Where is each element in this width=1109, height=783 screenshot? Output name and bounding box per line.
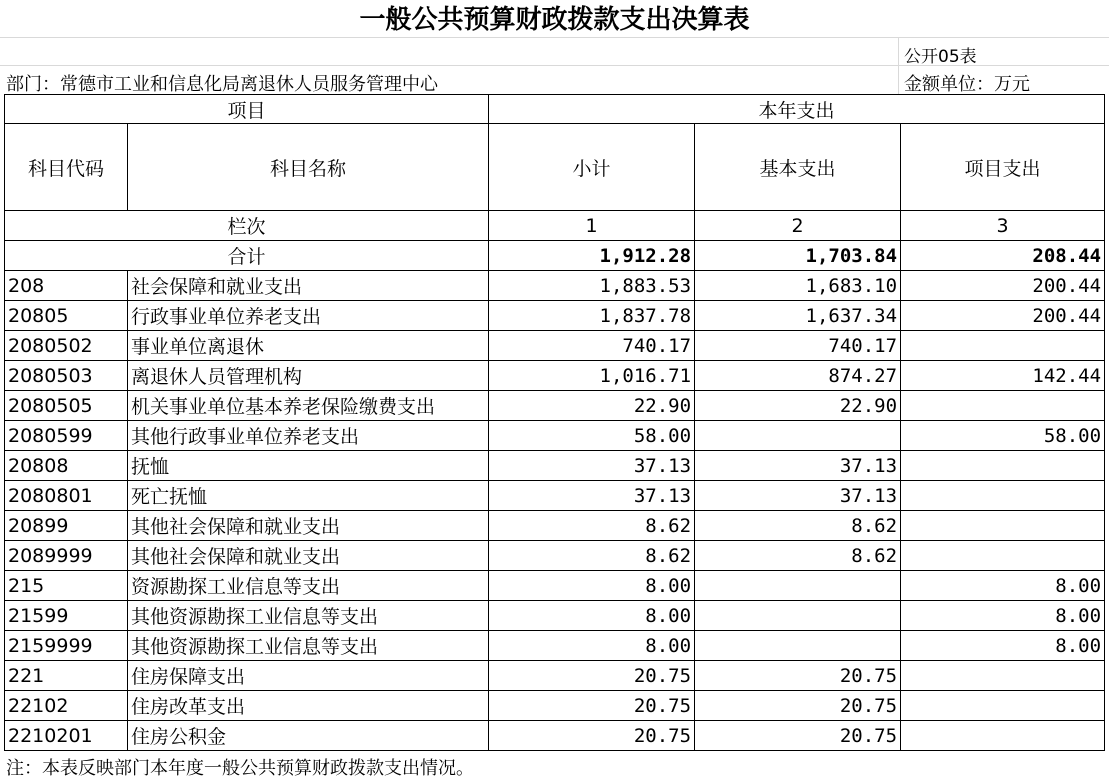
row-subtotal: 1,883.53 (489, 271, 695, 301)
row-basic: 37.13 (695, 451, 901, 481)
row-subtotal: 8.00 (489, 601, 695, 631)
row-basic (695, 571, 901, 601)
header-project: 项目 (5, 95, 489, 124)
row-name: 其他社会保障和就业支出 (128, 541, 489, 571)
table-row (5, 601, 1105, 631)
table-row (5, 421, 1105, 451)
column-number-1: 1 (489, 211, 695, 241)
header-basic: 基本支出 (695, 124, 901, 211)
column-number-label: 栏次 (5, 211, 489, 241)
row-project: 8.00 (901, 631, 1105, 661)
table-row (5, 571, 1105, 601)
row-code: 2080505 (5, 391, 128, 421)
row-project (901, 481, 1105, 511)
table-row (5, 451, 1105, 481)
row-project (901, 721, 1105, 751)
row-code: 2159999 (5, 631, 128, 661)
row-code: 2089999 (5, 541, 128, 571)
table-row (5, 661, 1105, 691)
row-basic: 20.75 (695, 721, 901, 751)
row-subtotal: 20.75 (489, 721, 695, 751)
table-row (5, 301, 1105, 331)
row-name: 死亡抚恤 (128, 481, 489, 511)
row-basic: 1,683.10 (695, 271, 901, 301)
row-subtotal: 8.00 (489, 571, 695, 601)
header-subtotal: 小计 (489, 124, 695, 211)
row-basic (695, 631, 901, 661)
row-project: 58.00 (901, 421, 1105, 451)
row-code: 208 (5, 271, 128, 301)
column-number-2: 2 (695, 211, 901, 241)
row-basic (695, 601, 901, 631)
header-project-expense: 项目支出 (901, 124, 1105, 211)
table-row (5, 271, 1105, 301)
row-code: 2210201 (5, 721, 128, 751)
header-code: 科目代码 (5, 124, 128, 211)
total-subtotal: 1,912.28 (489, 241, 695, 271)
row-basic: 1,637.34 (695, 301, 901, 331)
row-name: 住房改革支出 (128, 691, 489, 721)
row-basic: 8.62 (695, 511, 901, 541)
row-subtotal: 8.00 (489, 631, 695, 661)
row-subtotal: 22.90 (489, 391, 695, 421)
table-row (5, 691, 1105, 721)
row-code: 215 (5, 571, 128, 601)
row-project (901, 541, 1105, 571)
row-name: 其他资源勘探工业信息等支出 (128, 631, 489, 661)
row-basic: 874.27 (695, 361, 901, 391)
row-subtotal: 740.17 (489, 331, 695, 361)
row-basic: 37.13 (695, 481, 901, 511)
row-code: 20899 (5, 511, 128, 541)
row-code: 2080502 (5, 331, 128, 361)
row-subtotal: 37.13 (489, 481, 695, 511)
table-row (5, 361, 1105, 391)
row-name: 住房保障支出 (128, 661, 489, 691)
row-project (901, 451, 1105, 481)
row-basic: 740.17 (695, 331, 901, 361)
expenditure-table (4, 94, 1105, 751)
unit-label: 金额单位：万元 (904, 74, 1030, 95)
column-number-3: 3 (901, 211, 1105, 241)
table-row (5, 631, 1105, 661)
row-project (901, 331, 1105, 361)
row-code: 2080599 (5, 421, 128, 451)
row-name: 其他资源勘探工业信息等支出 (128, 601, 489, 631)
row-code: 22102 (5, 691, 128, 721)
row-name: 抚恤 (128, 451, 489, 481)
row-basic (695, 421, 901, 451)
row-name: 资源勘探工业信息等支出 (128, 571, 489, 601)
row-subtotal: 8.62 (489, 541, 695, 571)
row-subtotal: 58.00 (489, 421, 695, 451)
row-project: 142.44 (901, 361, 1105, 391)
row-basic: 20.75 (695, 691, 901, 721)
row-project (901, 391, 1105, 421)
header-name: 科目名称 (128, 124, 489, 211)
table-row (5, 391, 1105, 421)
row-name: 事业单位离退休 (128, 331, 489, 361)
row-subtotal: 8.62 (489, 511, 695, 541)
row-code: 21599 (5, 601, 128, 631)
row-project (901, 661, 1105, 691)
row-name: 离退休人员管理机构 (128, 361, 489, 391)
table-row (5, 481, 1105, 511)
table-row (5, 541, 1105, 571)
page-title: 一般公共预算财政拨款支出决算表 (359, 5, 750, 35)
row-code: 2080801 (5, 481, 128, 511)
table-body (5, 271, 1105, 751)
row-basic: 20.75 (695, 661, 901, 691)
row-name: 行政事业单位养老支出 (128, 301, 489, 331)
total-basic: 1,703.84 (695, 241, 901, 271)
table-row (5, 331, 1105, 361)
row-name: 住房公积金 (128, 721, 489, 751)
footnote: 注：本表反映部门本年度一般公共预算财政拨款支出情况。 (6, 758, 474, 779)
row-subtotal: 1,016.71 (489, 361, 695, 391)
row-code: 20808 (5, 451, 128, 481)
department-label: 部门：常德市工业和信息化局离退休人员服务管理中心 (6, 74, 438, 95)
row-project: 200.44 (901, 301, 1105, 331)
row-project (901, 511, 1105, 541)
row-code: 2080503 (5, 361, 128, 391)
row-subtotal: 1,837.78 (489, 301, 695, 331)
row-subtotal: 20.75 (489, 661, 695, 691)
row-name: 其他社会保障和就业支出 (128, 511, 489, 541)
row-project: 8.00 (901, 571, 1105, 601)
table-row (5, 511, 1105, 541)
row-name: 机关事业单位基本养老保险缴费支出 (128, 391, 489, 421)
row-basic: 22.90 (695, 391, 901, 421)
row-code: 221 (5, 661, 128, 691)
row-name: 社会保障和就业支出 (128, 271, 489, 301)
table-row (5, 721, 1105, 751)
form-number: 公开05表 (904, 47, 977, 67)
row-project: 8.00 (901, 601, 1105, 631)
total-project: 208.44 (901, 241, 1105, 271)
total-label: 合计 (5, 241, 489, 271)
row-basic: 8.62 (695, 541, 901, 571)
row-name: 其他行政事业单位养老支出 (128, 421, 489, 451)
row-subtotal: 20.75 (489, 691, 695, 721)
row-code: 20805 (5, 301, 128, 331)
sheet-gridline (898, 37, 899, 94)
row-project: 200.44 (901, 271, 1105, 301)
row-subtotal: 37.13 (489, 451, 695, 481)
row-project (901, 691, 1105, 721)
header-current-year: 本年支出 (489, 95, 1105, 124)
